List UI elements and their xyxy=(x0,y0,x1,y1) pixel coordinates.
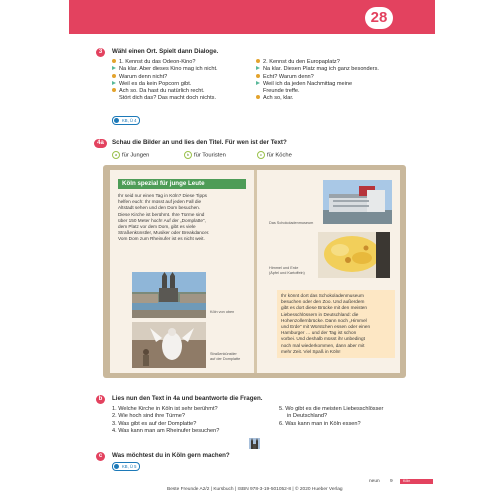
exercise-3-heading: Wähl einen Ort. Spielt dann Dialoge. xyxy=(112,48,219,55)
caption-cologne: Köln von oben xyxy=(210,310,235,314)
option-b[interactable]: b für Touristen xyxy=(184,151,226,159)
dialogue-line: 2. Kennst du den Europaplatz? xyxy=(256,59,379,66)
questions-col-2: 5. Wo gibt es die meisten Liebesschlösser in Deutschland? 6. Was kann man in Köln essen? xyxy=(279,406,384,427)
speaker-dot-icon xyxy=(256,74,260,78)
speaker-dot-icon xyxy=(112,59,116,63)
audio-reference[interactable]: KB, Ü 5 xyxy=(112,462,140,471)
speaker-dot-icon xyxy=(112,74,116,78)
audio-icon xyxy=(114,464,119,469)
footer-tag: Köln xyxy=(400,479,433,484)
dialogue-line: Ach so, klar. xyxy=(256,95,379,102)
exercise-c-heading: Was möchtest du in Köln gern machen? xyxy=(112,452,230,459)
dialogue-line: Freunde treffe. xyxy=(263,88,300,95)
footer-page-number: 9 xyxy=(390,479,393,484)
footer-copyright: Beste Freunde A2/2 | Kursbuch | ISBN 978-3-19-501052-8 | © 2020 Hueber Verlag xyxy=(167,487,343,492)
exercise-b-heading: Lies nun den Text in 4a und beantworte die Fragen. xyxy=(112,395,263,402)
speaker-dot-icon xyxy=(112,88,116,92)
dialogue-line: Na klar. Aber dieses Kino mag ich nicht. xyxy=(112,66,218,73)
dialogue-line: Weil ich da jeden Nachmittag meine xyxy=(256,81,379,88)
speaker-triangle-icon xyxy=(112,66,116,70)
book-right-text: Ihr könnt dort das Schokoladenmuseum besuchen oder den Zoo. Und außerdem gibt es dort diese Brücke mit den meisten Liebesschlössern in Deutschland: die Hohenzollernbrücke. Dann noch „Himmel und Erde“ mit Würstchen essen oder einen Hamburger … und der Tag ist schon vorbei. Und deshalb müsst ihr unbedingt noch mal wiederkommen, dann aber mit mehr Zeit. Viel Spaß in Köln! xyxy=(277,290,395,358)
dialogue-2 xyxy=(256,59,379,103)
cologne-aerial-photo xyxy=(132,272,206,318)
chocolate-museum-photo xyxy=(323,180,392,224)
footer-page-word: neun xyxy=(369,479,380,484)
dialogue-line: Warum denn nicht? xyxy=(112,74,218,81)
caption-food: Himmel und Erde (Äpfel und Kartoffeln) xyxy=(269,266,305,275)
dialogue-1 xyxy=(112,59,218,103)
exercise-3-badge: 3 xyxy=(96,48,105,57)
book-spine xyxy=(254,170,257,373)
option-a[interactable]: a für Jungen xyxy=(112,151,149,159)
exercise-4a-heading: Schau die Bilder an und lies den Titel. Für wen ist der Text? xyxy=(112,139,287,146)
speaker-dot-icon xyxy=(256,59,260,63)
questions-col-1: 1. Welche Kirche in Köln ist sehr berühmt? 2. Wie hoch sind ihre Türme? 3. Was gibt es auf der Domplatte? 4. Was kann man am Rheinufer besuchen? xyxy=(112,406,220,434)
exercise-4a-badge: 4a xyxy=(94,139,107,148)
book-title: Köln spezial für junge Leute xyxy=(118,179,246,189)
dialogue-line: Na klar. Diesen Platz mag ich ganz besonders. xyxy=(256,66,379,73)
street-artist-photo xyxy=(132,322,206,368)
caption-museum: Das Schokoladenmuseum xyxy=(269,221,314,225)
speaker-triangle-icon xyxy=(112,81,116,85)
dialogue-line: Echt? Warum denn? xyxy=(256,74,379,81)
option-c[interactable]: c für Köche xyxy=(257,151,292,159)
food-photo xyxy=(318,232,390,278)
caption-street-artists: Straßenkünstler auf der Domplatte xyxy=(210,352,241,361)
dialogue-line: Ach so. Da hast du natürlich recht. xyxy=(112,88,218,95)
exercise-b-badge: b xyxy=(96,395,105,404)
speaker-dot-icon xyxy=(256,95,260,99)
speaker-triangle-icon xyxy=(256,66,260,70)
audio-reference[interactable]: KB, Ü 4 xyxy=(112,116,140,125)
page-number: 28 xyxy=(365,7,393,29)
exercise-c-badge: c xyxy=(96,452,105,461)
dialogue-line: Stört dich das? Das macht doch nichts. xyxy=(119,95,217,102)
book-left-text: Ihr seid nur einen Tag in Köln? Diese Tipps helfen euch: Ihr müsst auf jeden Fall die Altstadt sehen und den Dom besuchen. Diese Kirche ist berühmt. Ihre Türme sind über 150 Meter hoch! Auf der „Domplatte“, dem Platz vor dem Dom, gibt es viele Straßenkünstler, Musiker oder Breakdancer. Vom Dom zum Rheinufer ist es nicht weit. xyxy=(118,193,210,242)
dialogue-line: 1. Kennst du das Odeon-Kino? xyxy=(112,59,218,66)
speaker-triangle-icon xyxy=(256,81,260,85)
cathedral-icon xyxy=(249,436,260,447)
audio-icon xyxy=(114,118,119,123)
dialogue-line: Weil es da kein Popcorn gibt. xyxy=(112,81,218,88)
